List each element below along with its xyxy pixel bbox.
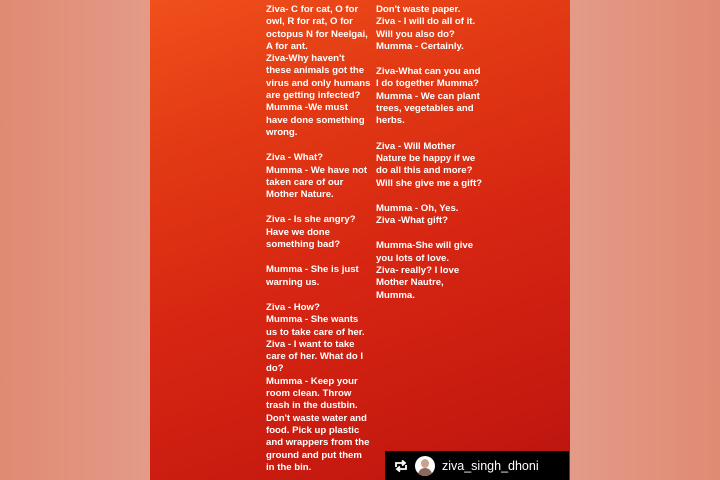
dialogue-line: Ziva - Is she angry? (266, 214, 356, 226)
dialogue-line: trees, vegetables and (376, 103, 474, 115)
credit-handle: ziva_singh_dhoni (442, 458, 539, 473)
repost-credit (385, 451, 569, 480)
dialogue-line: owl, R for rat, O for (266, 16, 353, 28)
dialogue-line: Don't waste paper. (376, 4, 461, 15)
dialogue-line: Mumma - She wants (266, 314, 359, 326)
dialogue-line: warning us. (266, 276, 320, 288)
dialogue-paragraph (376, 4, 492, 53)
dialogue-paragraph (266, 302, 376, 474)
dialogue-line: Will you also do? (376, 28, 455, 40)
dialogue-line: Don't waste water and (266, 412, 367, 424)
dialogue-line: Mumma-She will give (376, 240, 474, 252)
dialogue-line: ground and put them (266, 449, 362, 461)
dialogue-line: Ziva - I want to take (266, 338, 355, 350)
dialogue-line: Mumma - We can plant (376, 90, 480, 102)
dialogue-line: Ziva-What can you and (376, 66, 481, 78)
dialogue-line: I do together Mumma? (376, 78, 479, 90)
dialogue-line: Ziva -What gift? (376, 215, 448, 227)
dialogue-paragraph (376, 203, 492, 228)
dialogue-line: Mumma. (376, 289, 415, 301)
dialogue-line: Ziva - I will do all of it. (376, 16, 476, 28)
right-text-column (376, 4, 492, 315)
dialogue-line: A for ant. (266, 40, 308, 52)
dialogue-line: Ziva-Why haven't (266, 53, 345, 65)
repost-icon (393, 458, 409, 474)
dialogue-paragraph (376, 240, 492, 301)
dialogue-line: room clean. Throw (266, 388, 352, 400)
dialogue-line: virus and only humans (266, 77, 371, 89)
dialogue-line: in the bin. (266, 461, 312, 473)
dialogue-paragraph (376, 141, 492, 190)
dialogue-line: Mumma - We have not (266, 164, 368, 176)
dialogue-line: are getting infected? (266, 90, 361, 102)
dialogue-line: Mother Nautre, (376, 277, 444, 289)
dialogue-line: Mumma -We must (266, 102, 348, 114)
dialogue-line: food. Pick up plastic (266, 424, 360, 436)
dialogue-line: Mumma - Certainly. (376, 40, 464, 52)
dialogue-line: Will she give me a gift? (376, 177, 482, 189)
dialogue-paragraph (266, 264, 376, 289)
left-text-column (266, 4, 376, 480)
dialogue-line: Nature be happy if we (376, 152, 476, 164)
dialogue-line: these animals got the (266, 65, 365, 77)
dialogue-line: something bad? (266, 239, 341, 251)
dialogue-line: Ziva- C for cat, O for (266, 4, 359, 15)
story-image (150, 0, 570, 480)
dialogue-line: herbs. (376, 115, 405, 127)
dialogue-line: Mother Nature. (266, 189, 334, 201)
dialogue-line: Ziva - How? (266, 301, 320, 313)
dialogue-paragraph (266, 152, 376, 201)
dialogue-line: do? (266, 363, 284, 375)
dialogue-line: Ziva - Will Mother (376, 140, 456, 152)
dialogue-line: have done something (266, 114, 365, 126)
dialogue-paragraph (266, 214, 376, 251)
dialogue-line: wrong. (266, 126, 298, 138)
dialogue-line: us to take care of her. (266, 326, 365, 338)
dialogue-line: trash in the dustbin. (266, 400, 358, 412)
dialogue-line: and wrappers from the (266, 437, 370, 449)
dialogue-line: octopus N for Neelgai, (266, 28, 368, 40)
dialogue-line: Mumma - She is just (266, 264, 359, 276)
dialogue-line: Mumma - Keep your (266, 375, 358, 387)
dialogue-paragraph (266, 4, 376, 139)
dialogue-line: care of her. What do I (266, 351, 364, 363)
dialogue-paragraph (376, 66, 492, 127)
dialogue-line: Have we done (266, 226, 330, 238)
dialogue-line: you lots of love. (376, 252, 450, 264)
dialogue-line: Mumma - Oh, Yes. (376, 202, 459, 214)
dialogue-line: Ziva- really? I love (376, 265, 460, 277)
dialogue-line: Ziva - What? (266, 152, 324, 164)
avatar (415, 456, 435, 476)
dialogue-line: taken care of our (266, 176, 344, 188)
dialogue-line: do all this and more? (376, 165, 473, 177)
